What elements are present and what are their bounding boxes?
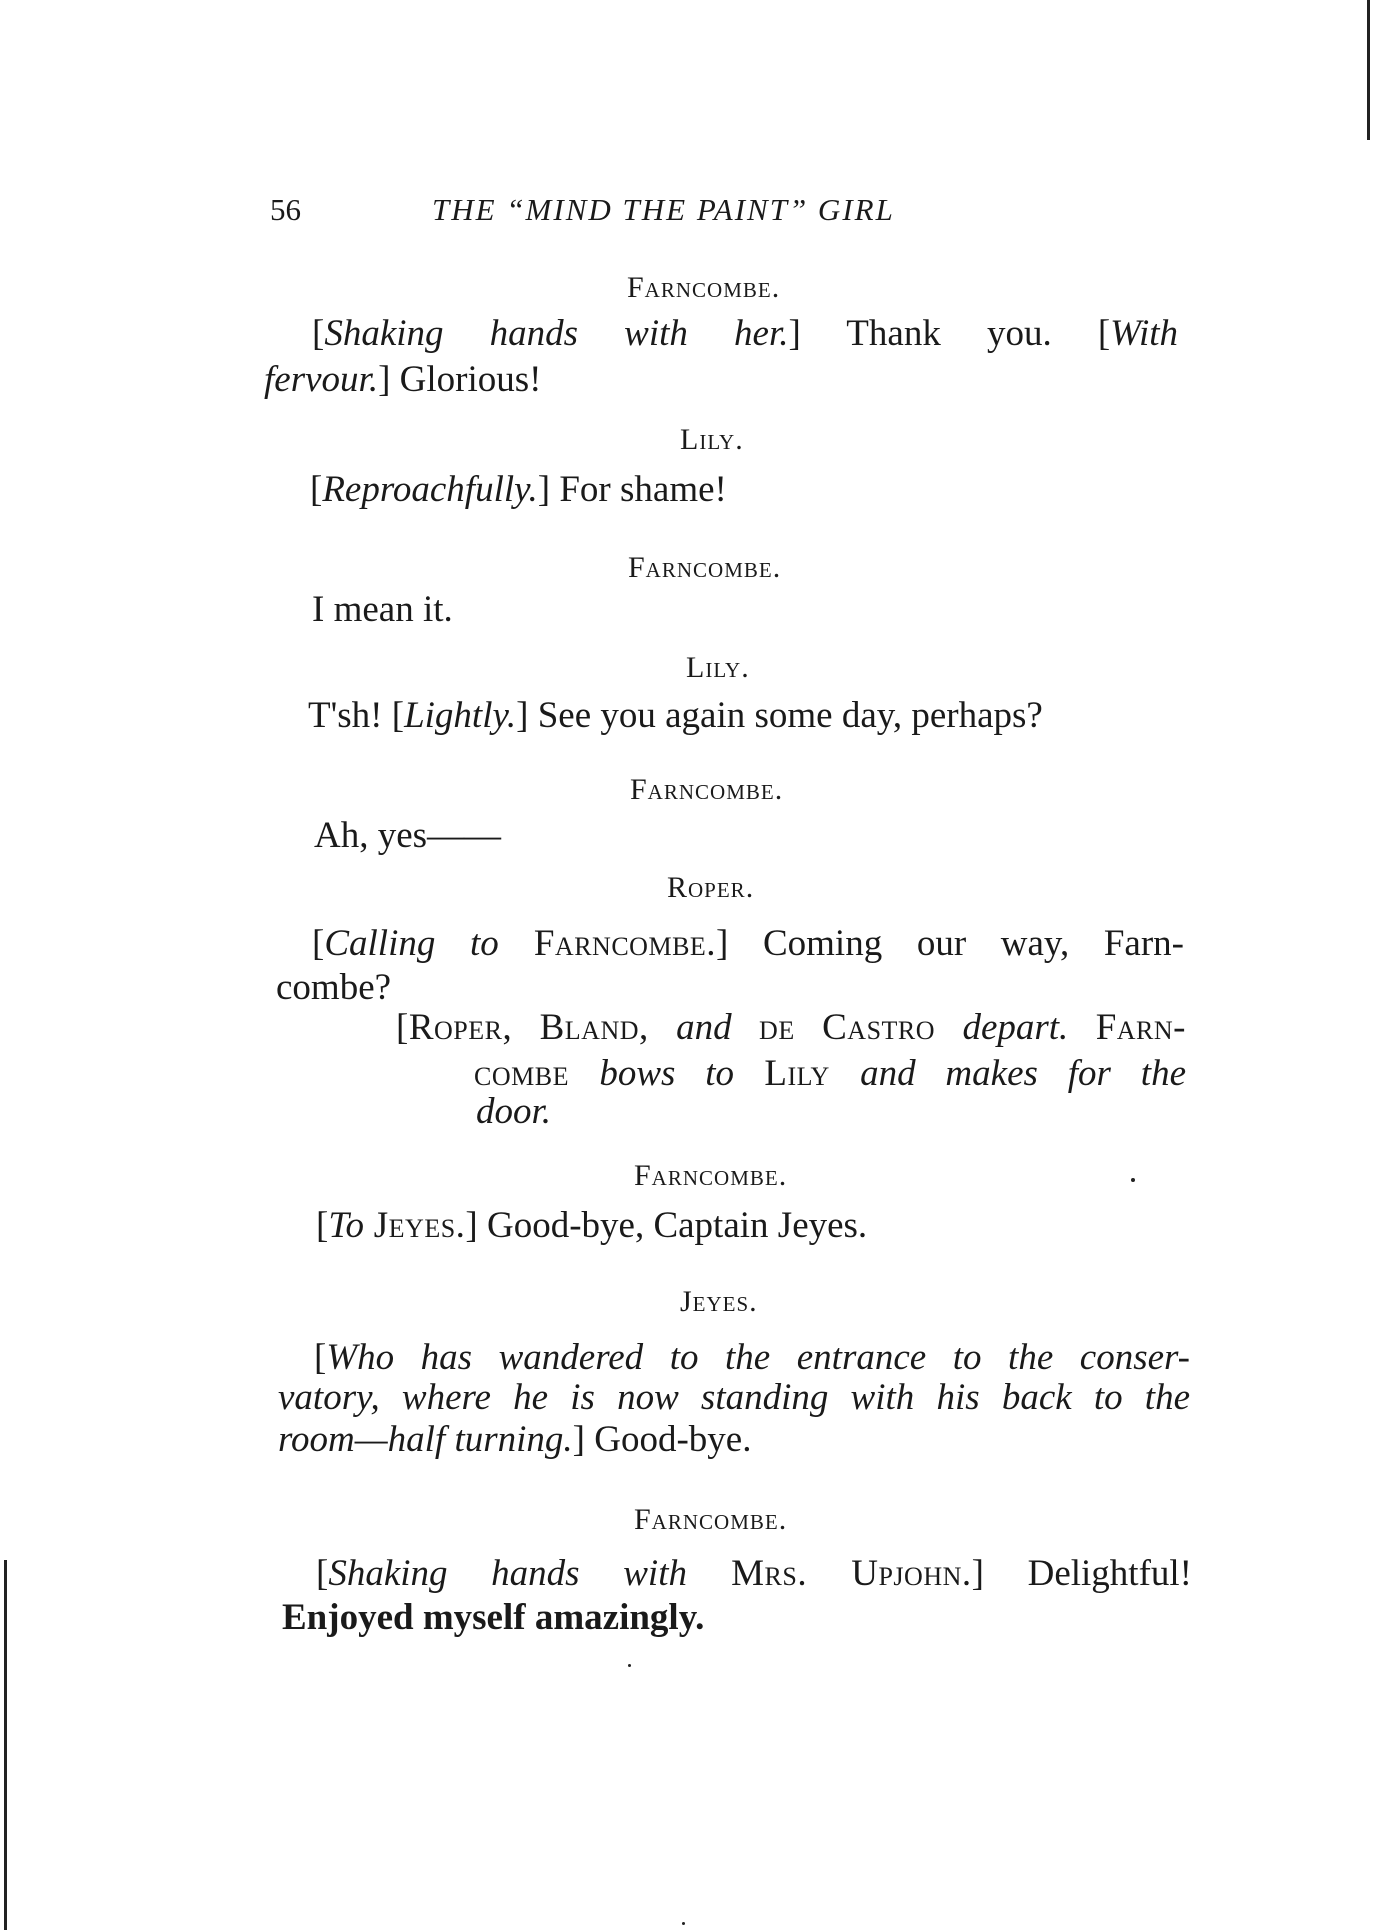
stage-direction: Reproachfully. — [322, 469, 538, 510]
speech-text: ] See you again some day, perhaps? — [516, 695, 1043, 736]
stage-direction: vatory, where he is now standing with his back to the — [278, 1377, 1190, 1418]
speech-line — [278, 1418, 751, 1462]
speech-line — [314, 814, 501, 858]
stage-direction: Who has wandered to the entrance to the conser- — [326, 1337, 1190, 1378]
speech-text: I mean it. — [312, 589, 453, 630]
stage-direction: and makes for the — [860, 1053, 1186, 1094]
speaker-name: Farncombe. — [627, 271, 781, 304]
bracket: [ — [316, 1205, 329, 1246]
speaker-name: Farncombe. — [630, 773, 784, 806]
speaker-name: Lily. — [680, 423, 744, 456]
speech-text: ] Delightful! — [971, 1553, 1193, 1594]
speech-line — [316, 1204, 867, 1248]
bracket: [ — [316, 1553, 329, 1594]
character-name: combe — [474, 1053, 600, 1094]
speech-line — [282, 1596, 704, 1640]
speaker-name: Jeyes. — [680, 1285, 758, 1318]
character-names: [Roper, Bland, — [396, 1007, 677, 1048]
character-name: de Castro — [731, 1007, 963, 1048]
stage-direction: Shaking hands with — [328, 1553, 687, 1594]
stage-direction-line — [474, 1052, 1186, 1096]
speaker-name: Farncombe. — [634, 1503, 788, 1536]
page-edge-shadow-right — [1367, 0, 1370, 140]
speaker-name: Lily. — [686, 651, 750, 684]
stage-direction: bows to — [599, 1053, 735, 1094]
bracket: [ — [312, 923, 325, 964]
speech-text: ] Good-bye. — [572, 1419, 752, 1460]
stage-direction: Lightly. — [404, 695, 517, 736]
speech-text: combe? — [276, 967, 392, 1008]
character-name: Lily — [734, 1053, 861, 1094]
stage-direction: room—half turning. — [278, 1419, 573, 1460]
speech-line — [276, 966, 391, 1010]
speech-line — [278, 1376, 1190, 1420]
speech-line — [312, 588, 453, 632]
ink-speck — [1131, 1178, 1135, 1182]
speech-text: ] For shame! — [537, 469, 727, 510]
speech-line — [308, 694, 1043, 738]
bracket: [ — [310, 469, 323, 510]
speech-text: ] Thank you. [ — [788, 313, 1111, 354]
speaker-name: Farncombe. — [634, 1159, 788, 1192]
character-name: Jeyes. — [364, 1205, 466, 1246]
ink-speck — [682, 1922, 685, 1925]
stage-direction: and — [676, 1007, 732, 1048]
character-name: Farn- — [1068, 1007, 1186, 1048]
page-edge-shadow-left — [4, 1560, 7, 1930]
character-name: Mrs. Upjohn. — [686, 1553, 972, 1594]
ink-speck — [628, 1664, 631, 1667]
stage-direction: fervour. — [264, 359, 379, 400]
bracket: [ — [314, 1337, 327, 1378]
speech-text: ] Coming our way, Farn- — [716, 923, 1184, 964]
speech-line — [310, 468, 727, 512]
speaker-name: Farncombe. — [628, 551, 782, 584]
speech-line — [312, 312, 1178, 356]
speech-text: ] Good-bye, Captain Jeyes. — [465, 1205, 868, 1246]
stage-direction: depart. — [962, 1007, 1069, 1048]
stage-direction-line — [476, 1090, 551, 1134]
speech-line — [312, 922, 1184, 966]
speech-text: T'sh! [ — [308, 695, 405, 736]
speech-text: ] Glorious! — [378, 359, 542, 400]
stage-direction: Shaking hands with her. — [324, 313, 789, 354]
speech-line — [264, 358, 541, 402]
page-number: 56 — [270, 192, 301, 227]
running-title: THE “MIND THE PAINT” GIRL — [432, 192, 895, 227]
stage-direction: With — [1110, 313, 1179, 354]
bracket: [ — [312, 313, 325, 354]
speech-line — [314, 1336, 1190, 1380]
stage-direction: To — [328, 1205, 365, 1246]
stage-direction-line — [396, 1006, 1186, 1050]
speech-text: Ah, yes—— — [314, 815, 502, 856]
speech-line — [316, 1552, 1192, 1596]
speaker-name: Roper. — [667, 871, 755, 904]
stage-direction: door. — [476, 1091, 552, 1132]
stage-direction: Calling to — [324, 923, 499, 964]
speech-text: Enjoyed myself amazingly. — [282, 1597, 705, 1638]
character-name: Farncombe. — [498, 923, 717, 964]
